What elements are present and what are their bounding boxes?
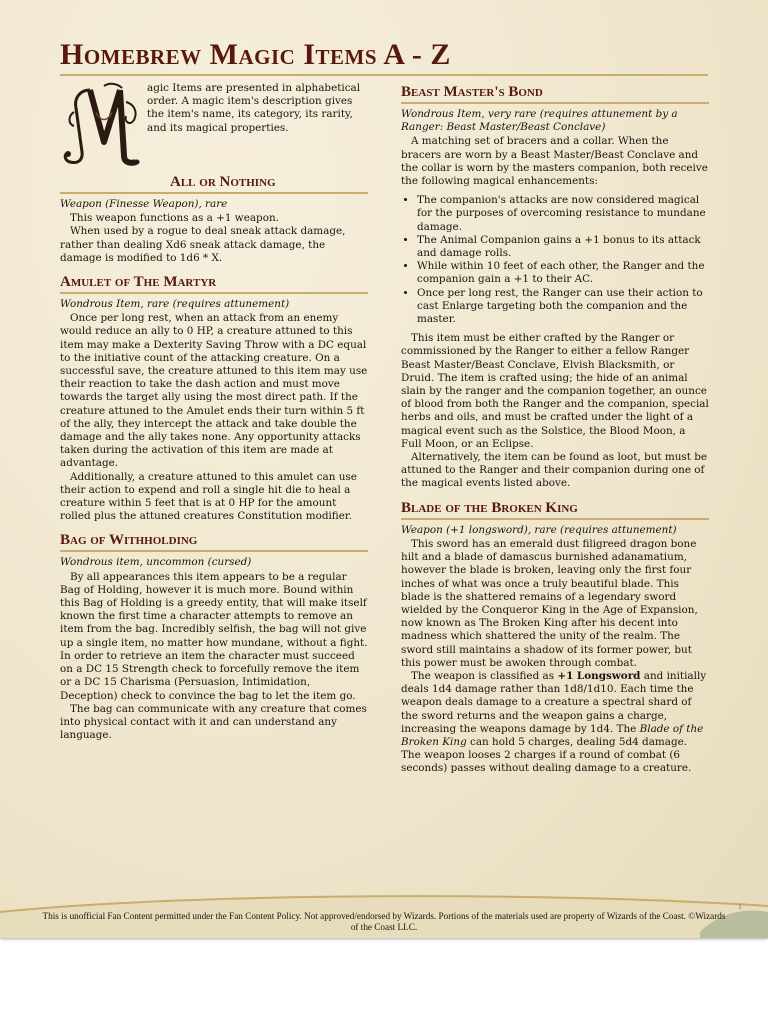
intro-text: agic Items are presented in alphabetical order. A magic item's description gives the item's name, its category, its rarity, and its magical properties. xyxy=(147,82,361,134)
list-item: • Once per long rest, the Ranger can use their action to cast Enlarge targeting both the companion and the master. xyxy=(417,287,709,327)
subtitle: Wondrous Item, very rare (requires attunement by a Ranger: Beast Master/Beast Conclave) xyxy=(401,108,678,134)
heading-blade-of-the-broken-king: Blade of the Broken King xyxy=(401,500,709,520)
text-run: and initially deals 1d4 damage rather than 1d8/1d10. Each time the weapon deals damage to a creature a spectral shard of the sword returns and the weapon gains a charge, increasing the weapons damage by 1d4. The xyxy=(401,669,707,735)
paragraph xyxy=(401,670,709,776)
heading-amulet-of-the-martyr: Amulet of The Martyr xyxy=(60,274,368,294)
paragraph: This weapon functions as a +1 weapon. xyxy=(70,212,279,225)
list-item: • While within 10 feet of each other, the Ranger and the companion gain a +1 to their AC. xyxy=(417,260,709,286)
right-column xyxy=(401,84,709,785)
paragraph: This item must be either crafted by the Ranger or commissioned by the Ranger to either a fellow Ranger Beast Master/Beast Conclave, Elvish Blacksmith, or Druid. The item is crafted using; the hide of an animal slain by the ranger and the companion together, an ounce of blood from both the Ranger and the companion, special herbs and oils, and must be crafted under the light of a magical event such as the Solstice, the Blood Moon, a Full Moon, or an Eclipse. xyxy=(401,332,709,450)
section-beast-masters-bond xyxy=(401,84,709,491)
subtitle: Weapon (+1 longsword), rare (requires attunement) xyxy=(401,523,677,536)
item-name-italic: Blade of the Broken King xyxy=(401,722,704,748)
heading-all-or-nothing: All or Nothing xyxy=(60,174,368,194)
title-rule xyxy=(60,74,708,76)
paragraph: When used by a rogue to deal sneak attack damage, rather than dealing Xd6 sneak attack damage, the damage is modified to 1d6 * X. xyxy=(60,225,346,264)
heading-beast-masters-bond: Beast Master's Bond xyxy=(401,84,709,104)
paragraph: This sword has an emerald dust filigreed dragon bone hilt and a blade of damascus burnished adanamatium, however the blade is broken, leaving only the first four inches of what was once a truly beautiful blade. This blade is the shattered remains of a legendary sword wielded by the Conqueror King in the Age of Expansion, now known as The Broken King after his decent into madness which shattered the unity of the realm. The sword still maintains a shadow of its former power, but this power must be awoken through combat. xyxy=(401,537,698,669)
paragraph: Alternatively, the item can be found as loot, but must be attuned to the Ranger and their companion during one of the magical events listed above. xyxy=(401,451,708,490)
enhancement-list xyxy=(401,194,709,326)
text-run: can hold 5 charges, dealing 5d4 damage. The weapon looses 2 charges if a round of combat (6 seconds) passes without dealing damage to a creature. xyxy=(401,735,692,775)
page-title: Homebrew Magic Items A - Z xyxy=(60,38,451,71)
subtitle: Wondrous Item, rare (requires attunement) xyxy=(60,298,290,311)
text-run: The weapon is classified as xyxy=(411,669,558,682)
intro-block xyxy=(60,82,368,174)
section-bag-of-withholding xyxy=(60,532,368,742)
paragraph: Additionally, a creature attuned to this amulet can use their action to expend and roll a single hit die to heal a creature within 5 feet that is at 0 HP for the amount rolled plus the attuned creatures Constitution modifier. xyxy=(60,470,357,523)
heading-bag-of-withholding: Bag of Withholding xyxy=(60,532,368,552)
dropcap-m-illuminated-letter xyxy=(60,82,144,168)
footer-disclaimer: This is unofficial Fan Content permitted under the Fan Content Policy. Not approved/endorsed by Wizards. Portions of the materials used are property of Wizards of the Coast. ©Wizards of the Coast LLC. xyxy=(42,911,726,932)
paragraph: Once per long rest, when an attack from an enemy would reduce an ally to 0 HP, a creature attuned to this item may make a Dexterity Saving Throw with a DC equal to the initiative count of the attacking creature. On a successful save, the creature attuned to this item may use their reaction to take the dash action and must move towards the target ally using the most direct path. If the creature attuned to the Amulet ends their turn within 5 ft of the ally, they intercept the attack and take double the damage and the ally takes none. Any opportunity attacks taken during the activation of this item are made at advantage. xyxy=(60,312,368,470)
page-number: 1 xyxy=(738,902,742,911)
left-column xyxy=(60,82,368,751)
list-item: • The Animal Companion gains a +1 bonus to its attack and damage rolls. xyxy=(417,234,709,260)
paragraph: By all appearances this item appears to be a regular Bag of Holding, however it is much more. Bound within this Bag of Holding is a greedy entity, that will make itself known the first time a character attempts to remove an item from the bag. Incredibly selfish, the bag will not give up a single item, no matter how mundane, without a fight. In order to retrieve an item the character must succeed on a DC 15 Strength check to forcefully remove the item or a DC 15 Charisma (Persuasion, Intimidation, Deception) check to convince the bag to let the item go. xyxy=(60,570,368,702)
paragraph: A matching set of bracers and a collar. When the bracers are worn by a Beast Master/Beast Conclave and the collar is worn by the masters companion, both receive the following magical enhancements: xyxy=(401,135,708,188)
weapon-class-bold: +1 Longsword xyxy=(557,669,641,682)
subtitle: Wondrous item, uncommon (cursed) xyxy=(60,556,252,569)
section-blade-of-the-broken-king xyxy=(401,500,709,776)
section-all-or-nothing xyxy=(60,174,368,265)
paragraph: The bag can communicate with any creature that comes into physical contact with it and can understand any language. xyxy=(60,702,367,742)
section-amulet-of-the-martyr xyxy=(60,274,368,523)
subtitle: Weapon (Finesse Weapon), rare xyxy=(60,198,228,210)
list-item: • The companion's attacks are now considered magical for the purposes of overcoming resistance to mundane damage. xyxy=(417,194,709,234)
